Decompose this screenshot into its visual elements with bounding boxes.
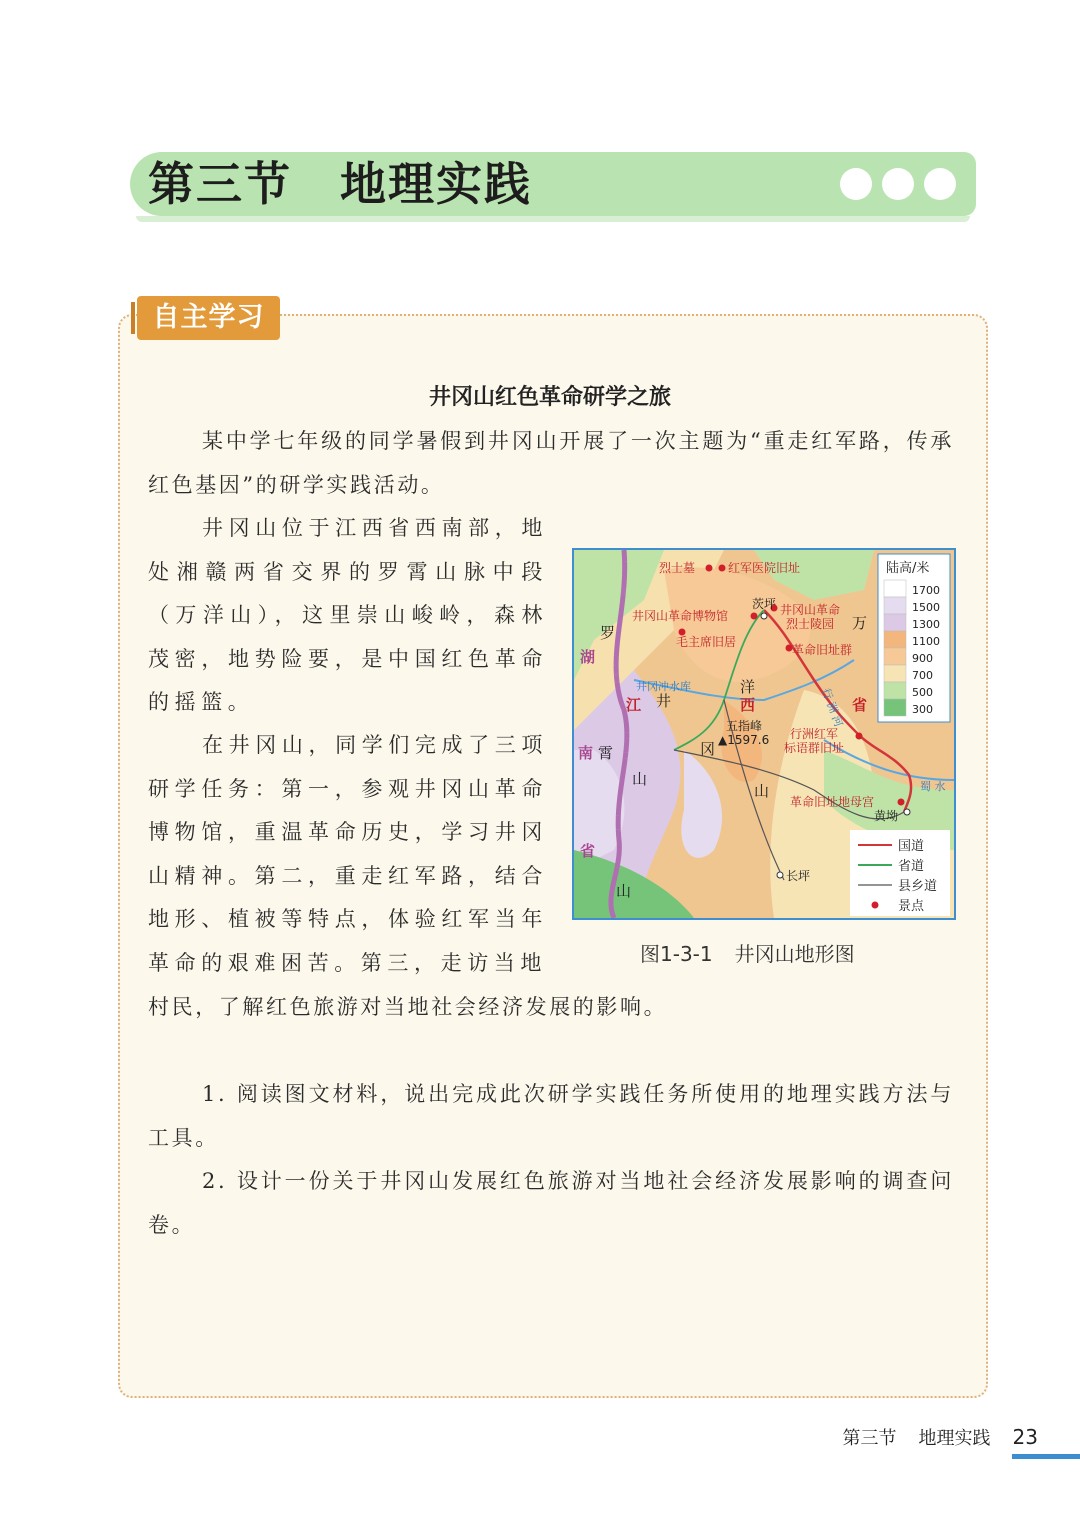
question-2: 2. 设计一份关于井冈山发展红色旅游对当地社会经济发展影响的调查问卷。: [148, 1169, 954, 1237]
site-marker: [856, 733, 863, 740]
page-number: 23: [1012, 1425, 1038, 1449]
place-hongjun: 红军医院旧址: [728, 561, 801, 575]
reading-title: 井冈山红色革命研学之旅: [428, 385, 671, 410]
footer-title: 地理实践: [918, 1428, 991, 1449]
town-marker: [761, 613, 767, 619]
legend-swatch: [884, 699, 906, 716]
self-study-tag: 自主学习: [137, 296, 280, 340]
legend-label-national: 国道: [898, 839, 925, 854]
place-xingzhou-2: 标语群旧址: [784, 741, 845, 755]
place-xingzhou-1: 行洲红军: [790, 727, 839, 741]
label-xingzhou-river: 行 洲 河: [819, 686, 846, 729]
legend-level-label: 1300: [912, 618, 940, 631]
label-jiang: 江: [626, 696, 642, 714]
legend-swatch: [884, 614, 906, 631]
map-svg: [574, 550, 954, 918]
place-geming: 革命旧址群: [792, 643, 853, 657]
legend-label-county: 县乡道: [898, 879, 938, 894]
decorative-dot: [840, 168, 872, 200]
place-maozhuxi: 毛主席旧居: [676, 635, 737, 649]
town-marker: [777, 872, 783, 878]
place-museum: 井冈山革命博物馆: [632, 609, 729, 623]
label-shushui: 蜀 水: [920, 780, 946, 793]
legend-swatch: [884, 665, 906, 682]
legend-scenic-spot: [872, 902, 879, 909]
label-xi: 西: [740, 696, 756, 714]
place-wuzhifeng: 五指峰: [726, 719, 763, 733]
page-footer: [843, 1424, 1038, 1450]
label-reservoir: 井冈冲水库: [636, 680, 691, 693]
legend-label-scenic: 景点: [898, 899, 925, 914]
label-yang: 洋: [740, 678, 756, 696]
elevation-legend-title: 陆高/米: [886, 561, 930, 576]
place-changping: 长坪: [786, 869, 811, 883]
paragraph-tasks-end: 村民，了解红色旅游对当地社会经济发展的影响。: [148, 995, 668, 1019]
question-1: 1. 阅读图文材料，说出完成此次研学实践任务所使用的地理实践方法与工具。: [148, 1082, 954, 1150]
label-shan-2: 山: [616, 882, 632, 900]
legend-level-label: 900: [912, 652, 933, 665]
legend-level-label: 1100: [912, 635, 940, 648]
label-shan-3: 山: [754, 782, 770, 800]
label-luo: 罗: [600, 624, 616, 642]
label-nan: 南: [578, 744, 594, 762]
label-xiao: 霄: [598, 744, 614, 762]
place-huangao: 黄坳: [874, 809, 899, 823]
place-cemetery-2: 烈士陵园: [786, 617, 835, 631]
paragraph-intro: 某中学七年级的同学暑假到井冈山开展了一次主题为“重走红军路，传承红色基因”的研学实践活动。: [148, 429, 954, 497]
label-sheng-jiangxi: 省: [852, 696, 868, 714]
legend-label-provincial: 省道: [898, 859, 925, 874]
legend-swatch: [884, 682, 906, 699]
map-caption: [640, 938, 877, 967]
legend-swatch: [884, 580, 906, 597]
legend-level-label: 500: [912, 686, 933, 699]
section-header: [130, 152, 976, 216]
decorative-dot: [882, 168, 914, 200]
section-title: 第三节 地理实践: [148, 157, 532, 211]
town-marker: [904, 809, 910, 815]
paragraph-location: 井冈山位于江西省西南部，地处湘赣两省交界的罗霄山脉中段（万洋山），这里崇山峻岭，森林茂密，地势险要，是中国红色革命的摇篮。: [148, 516, 548, 714]
route-legend: [850, 830, 950, 916]
legend-level-label: 700: [912, 669, 933, 682]
legend-swatch: [884, 631, 906, 648]
map-caption-title: 井冈山地形图: [734, 942, 855, 966]
legend-level-label: 1500: [912, 601, 940, 614]
legend-level-label: 1700: [912, 584, 940, 597]
peak-elevation: ▲1597.6: [718, 733, 770, 747]
label-shan-1: 山: [632, 770, 648, 788]
legend-level-label: 300: [912, 703, 933, 716]
place-cemetery-1: 井冈山革命: [780, 603, 841, 617]
jinggangshan-topographic-map: [572, 548, 956, 920]
place-ciping: 茨坪: [752, 597, 777, 611]
paragraph-tasks: 在井冈山，同学们完成了三项研学任务：第一，参观井冈山革命博物馆，重温革命历史，学习井冈山精神。第二，重走红军路，结合地形、植被等特点，体验红军当年革命的艰难困苦。第三，走访当地: [148, 733, 548, 975]
label-hu: 湖: [580, 648, 596, 666]
decorative-dot: [924, 168, 956, 200]
label-sheng-hunan: 省: [580, 842, 596, 860]
site-marker: [751, 613, 758, 620]
legend-swatch: [884, 648, 906, 665]
legend-swatch: [884, 597, 906, 614]
site-marker: [719, 565, 726, 572]
label-wan: 万: [852, 614, 868, 632]
label-gang: 冈: [700, 740, 716, 758]
label-jing: 井: [656, 692, 672, 710]
site-marker: [706, 565, 713, 572]
footer-section: 第三节: [842, 1428, 897, 1449]
place-muqin: 革命旧址地母宫: [790, 795, 875, 809]
map-caption-number: 图1-3-1: [640, 942, 713, 966]
site-marker: [898, 799, 905, 806]
footer-accent-line: [1012, 1454, 1080, 1459]
decorative-dots: [840, 168, 956, 200]
place-lieshimu: 烈士墓: [659, 561, 696, 575]
elevation-legend: [878, 554, 950, 722]
